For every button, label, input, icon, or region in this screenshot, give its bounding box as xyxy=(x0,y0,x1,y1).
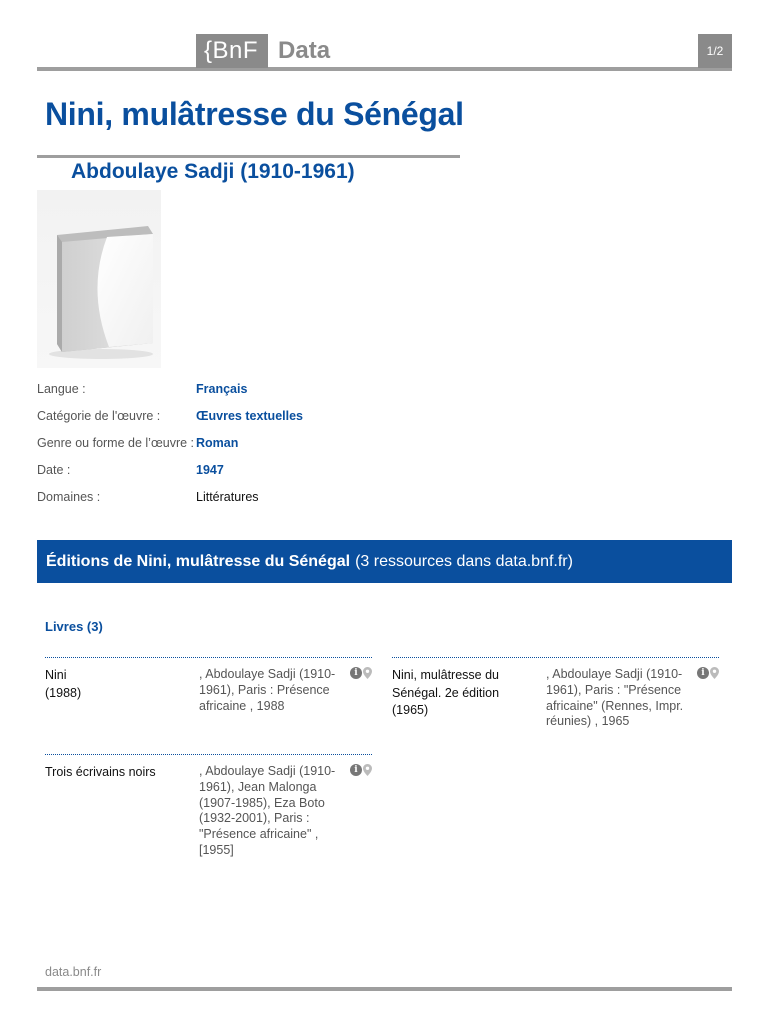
meta-row-date xyxy=(37,456,497,483)
edition-title-link[interactable]: Trois écrivains noirs xyxy=(45,765,156,779)
edition-actions xyxy=(350,667,372,679)
edition-card xyxy=(45,754,372,864)
meta-label: Domaines : xyxy=(37,489,101,504)
meta-value-link[interactable]: 1947 xyxy=(196,462,224,477)
map-pin-icon[interactable] xyxy=(710,667,719,679)
meta-value-link[interactable]: Roman xyxy=(196,435,239,450)
header-rule xyxy=(37,67,732,71)
edition-description: , Abdoulaye Sadji (1910-1961), Jean Malonga (1907-1985), Eza Boto (1932-2001), Paris : "Présence africaine" , [1955] xyxy=(199,764,336,857)
editions-banner xyxy=(37,540,732,583)
edition-actions xyxy=(350,764,372,776)
footer-rule xyxy=(37,987,732,991)
meta-value: Littératures xyxy=(196,489,259,504)
bnf-data-logo[interactable] xyxy=(196,34,330,68)
map-pin-icon[interactable] xyxy=(363,667,372,679)
edition-card xyxy=(392,657,719,757)
meta-label: Catégorie de l'œuvre : xyxy=(37,409,161,424)
meta-label: Date : xyxy=(37,462,71,477)
meta-row-categorie xyxy=(37,403,497,430)
edition-title-link[interactable]: Nini (1988) xyxy=(45,668,82,700)
edition-title-link[interactable]: Nini, mulâtresse du Sénégal. 2e édition (1965) xyxy=(392,668,500,717)
title-rule xyxy=(37,155,460,158)
meta-label: Genre ou forme de l’œuvre : xyxy=(37,435,195,450)
edition-description: , Abdoulaye Sadji (1910-1961), Paris : "Présence africaine" (Rennes, Impr. réunies) , 1965 xyxy=(546,667,684,729)
meta-row-genre xyxy=(37,430,497,457)
meta-value-link[interactable]: Œuvres textuelles xyxy=(196,409,303,424)
info-icon[interactable]: i xyxy=(697,667,709,679)
book-cover-placeholder-icon xyxy=(37,190,161,368)
metadata-table xyxy=(37,376,497,510)
edition-actions xyxy=(697,667,719,679)
page-title: Nini, mulâtresse du Sénégal xyxy=(45,96,464,132)
livres-section-label[interactable]: Livres (3) xyxy=(45,619,103,634)
edition-description: , Abdoulaye Sadji (1910-1961), Paris : Présence africaine , 1988 xyxy=(199,667,336,713)
map-pin-icon[interactable] xyxy=(363,764,372,776)
info-icon[interactable]: i xyxy=(350,667,362,679)
meta-row-domaines xyxy=(37,483,497,510)
meta-label: Langue : xyxy=(37,382,86,397)
meta-row-langue xyxy=(37,376,497,403)
data-logo-text: Data xyxy=(278,37,331,64)
footer-site[interactable]: data.bnf.fr xyxy=(45,965,102,979)
author-link[interactable]: Abdoulaye Sadji (1910-1961) xyxy=(71,160,355,183)
bnf-logo-box: {BnF xyxy=(196,34,268,68)
meta-value-link[interactable]: Français xyxy=(196,382,248,397)
editions-heading: Éditions de Nini, mulâtresse du Sénégal xyxy=(46,552,351,570)
edition-card xyxy=(45,657,372,747)
editions-count: (3 ressources dans data.bnf.fr) xyxy=(355,552,573,570)
info-icon[interactable]: i xyxy=(350,764,362,776)
page-number: 1/2 xyxy=(698,34,732,68)
